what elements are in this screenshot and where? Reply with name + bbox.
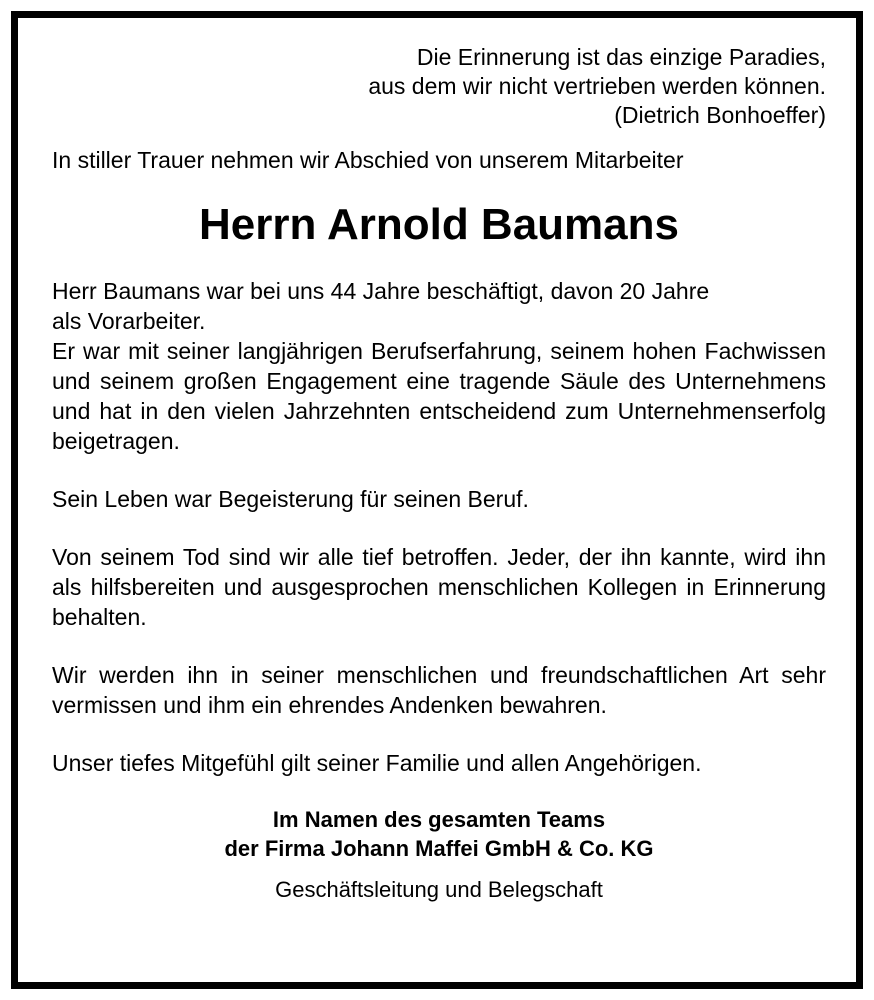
paragraph-contribution: Er war mit seiner langjährigen Berufserfahrung, seinem hohen Fachwissen und seinem großen Engagement eine tragende Säule des Unternehmens und hat in den vielen Jahrzehnten entscheidend zum Unternehmenserfolg beigetragen. [52,338,826,454]
paragraph-sorrow: Von seinem Tod sind wir alle tief betroffen. Jeder, der ihn kannte, wird ihn als hilfsbereiten und ausgesprochen menschlichen Kollegen in Erinnerung behalten. [52,544,826,630]
paragraph-remembrance: Wir werden ihn in seiner menschlichen und freundschaftlichen Art sehr vermissen und ihm ein ehrendes Andenken bewahren. [52,662,826,718]
quote-author: (Dietrich Bonhoeffer) [614,102,826,128]
deceased-name: Herrn Arnold Baumans [198,200,679,249]
paragraph-employment [52,276,826,336]
intro-text: In stiller Trauer nehmen wir Abschied von unserem Mitarbeiter [52,147,684,173]
quote-line-2: aus dem wir nicht vertrieben werden können. [368,73,826,99]
quote-block [52,43,826,130]
paragraph-passion: Sein Leben war Begeisterung für seinen Beruf. [52,486,529,512]
signature-block [52,805,826,863]
paragraph-employment-line-1: Herr Baumans war bei uns 44 Jahre beschäftigt, davon 20 Jahre [52,278,710,304]
signature-line-1: Im Namen des gesamten Teams [272,807,606,832]
signature-subline: Geschäftsleitung und Belegschaft [275,877,603,902]
quote-line-1: Die Erinnerung ist das einzige Paradies, [416,44,826,70]
obituary-content [52,43,826,904]
paragraph-employment-line-2: als Vorarbeiter. [52,308,206,334]
signature-company: der Firma Johann Maffei GmbH & Co. KG [224,836,654,861]
paragraph-condolence: Unser tiefes Mitgefühl gilt seiner Familie und allen Angehörigen. [52,750,702,776]
